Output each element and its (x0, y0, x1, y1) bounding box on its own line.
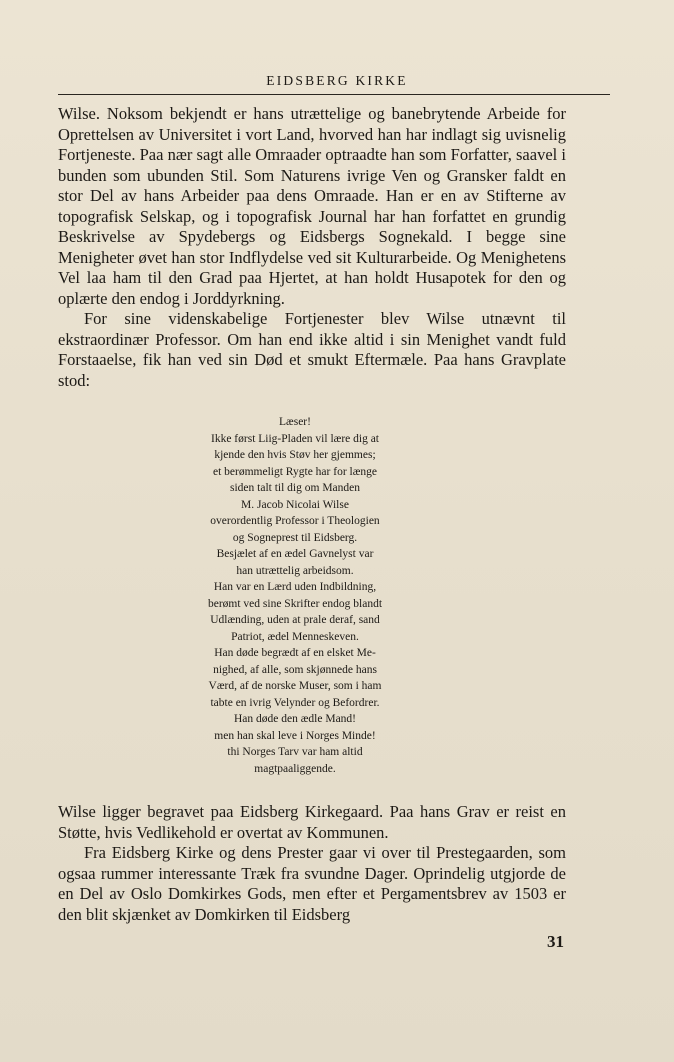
paragraph-wilse-work: Wilse. Noksom bekjendt er hans utrættelige og banebrytende Arbeide for Oprettelsen av Universitet i vort Land, hvorved han har indlagt sig uvisnelig Fortjeneste. Paa nær sagt alle Omraader optraadte han som Forfatter, saavel i bunden som ubunden Stil. Som Naturens ivrige Ven og Gransker faldt en stor Del av hans Arbeider paa dens Omraade. Han er en av Stifterne av topografisk Selskap, og i topografisk Journal har han forfattet en grundig Beskrivelse av Spydebergs og Eidsbergs Sognekald. I begge sine Menigheter øvet han stor Indflydelse ved sit Kulturarbeide. Og Menighetens Vel laa ham til den Grad paa Hjertet, at han holdt Husapotek for den og oplærte den endog i Jorddyrkning. (58, 104, 566, 308)
paragraph-prestegaarden: Fra Eidsberg Kirke og dens Prester gaar vi over til Prestegaarden, som ogsaa rummer interessante Træk fra svundne Dager. Oprindelig utgjorde de en Del av Oslo Domkirkes Gods, men efter et Pergamentsbrev av 1503 er den blit skjænket av Domkirken til Eidsberg (58, 843, 566, 924)
inscription-line: kjende den hvis Støv her gjemmes; (214, 449, 376, 461)
inscription-line: et berømmeligt Rygte har for længe (212, 465, 377, 478)
inscription-line: han utrættelig arbeidsom. (236, 564, 354, 577)
running-header: EIDSBERG KIRKE (266, 73, 408, 88)
inscription-line: magtpaaliggende. (254, 762, 336, 775)
inscription-line: Besjælet af en ædel Gavnelyst var (216, 548, 374, 560)
text-block-bottom (58, 802, 566, 925)
inscription-line: Patriot, ædel Menneskeven. (231, 630, 359, 643)
inscription-line: Han var en Lærd uden Indbildning, (213, 581, 377, 593)
inscription-line: Udlænding, uden at prale deraf, sand (210, 614, 380, 626)
inscription-line: nighed, af alle, som skjønnede hans (213, 663, 377, 676)
inscription-line: men han skal leve i Norges Minde! (214, 729, 376, 742)
inscription-line: Ikke først Liig-Pladen vil lære dig at (211, 432, 379, 445)
inscription-line: Han døde begrædt af en elsket Me- (214, 647, 376, 659)
grave-inscription (150, 414, 440, 777)
paragraph-professor: For sine videnskabelige Fortjenester blev Wilse utnævnt til ekstraordinær Professor. Om han end ikke altid i sin Menighet vandt fuld Forstaaelse, fik han ved sin Død et smukt Eftermæle. Paa hans Gravplate stod: (58, 309, 566, 390)
inscription-line: M. Jacob Nicolai Wilse (241, 498, 349, 511)
inscription-line: tabte en ivrig Velynder og Befordrer. (210, 696, 380, 709)
paragraph-grave: Wilse ligger begravet paa Eidsberg Kirkegaard. Paa hans Grav er reist en Støtte, hvis Vedlikehold er overtat av Kommunen. (58, 802, 566, 842)
inscription-line: Værd, af de norske Muser, som i ham (208, 680, 382, 692)
inscription-line: siden talt til dig om Manden (230, 482, 360, 494)
inscription-line: og Sogneprest til Eidsberg. (232, 531, 358, 544)
header-rule (58, 94, 610, 95)
inscription-line: thi Norges Tarv var ham altid (227, 746, 363, 758)
inscription-line: Læser! (279, 416, 311, 428)
text-block-top (58, 104, 566, 391)
inscription-line: berømt ved sine Skrifter endog blandt (207, 597, 383, 610)
inscription-line: overordentlig Professor i Theologien (210, 515, 380, 527)
inscription-line: Han døde den ædle Mand! (234, 713, 356, 725)
page-number: 31 (547, 932, 564, 951)
